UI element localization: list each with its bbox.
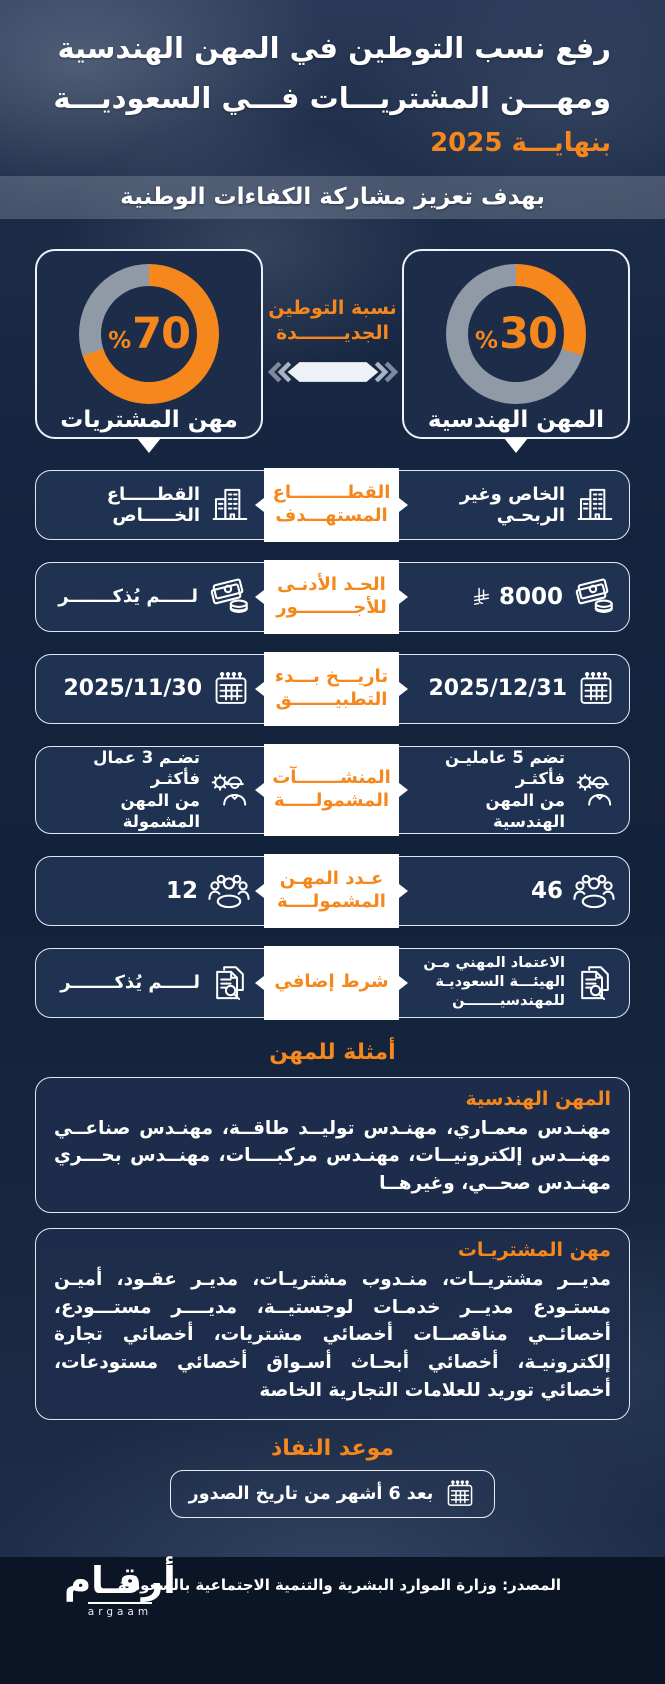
row-cell-procurement — [34, 857, 264, 925]
cell-text: لـــــم يُذكـــــــر — [60, 972, 200, 993]
row-cell-procurement — [34, 655, 264, 723]
row-center-chip — [264, 652, 399, 726]
header — [0, 0, 665, 219]
chip-line: المنشـــــــآت — [272, 767, 391, 789]
subtitle-band — [0, 176, 665, 219]
row-center-chip — [264, 946, 399, 1020]
center-label-line-2: الجديـــــــدة — [275, 322, 390, 345]
procurement-donut-chart — [79, 264, 219, 404]
row-target-sector — [35, 470, 630, 540]
document-search-icon — [574, 962, 616, 1004]
calendar-icon — [211, 669, 251, 709]
engineering-examples-title: المهن الهندسية — [465, 1087, 611, 1110]
engineering-examples-body: مهنـدس معمـاري، مهنـدس توليــد طاقــة، مهنـدس صناعــي مهنــدس إلكترونيــات، مهنـدس مركبــــات، مهنــدس بحـــري مهنـدس صحــي، وغيرهــا — [54, 1117, 611, 1194]
effective-date-text: بعد 6 أشهر من تاريخ الصدور — [188, 1483, 434, 1504]
cell-text: الخاص وغير الربحـي — [459, 483, 565, 526]
effective-date-heading: موعد النفاذ — [271, 1435, 394, 1461]
row-cell-engineering — [399, 747, 629, 833]
count-value: 46 — [530, 877, 563, 904]
cell-text: القطـــــاع الخـــــاص — [106, 483, 200, 526]
percent-sign: % — [108, 327, 132, 354]
procurement-card — [35, 249, 263, 439]
footer — [0, 1544, 665, 1684]
chip-line: للأجـــــــــور — [276, 596, 387, 618]
title-line-3: بنهايـــة 2025 — [430, 127, 611, 158]
saudi-riyal-symbol-icon — [473, 587, 490, 606]
row-cell-engineering — [399, 563, 629, 631]
procurement-examples-title: مهن المشتريـات — [457, 1238, 611, 1261]
percent-value: 70 — [132, 308, 190, 359]
chip-line: المشمولـــــة — [273, 789, 390, 811]
procurement-percent — [108, 309, 190, 359]
cell-text: تضم 5 عامليـن فأكثـر — [444, 747, 565, 789]
row-cell-procurement — [34, 747, 264, 833]
examples-section — [0, 1040, 665, 1420]
title-line-1: رفع نسب التوطين في المهن الهندسية — [57, 31, 611, 65]
crowd-icon — [207, 869, 251, 913]
row-covered-establishments — [35, 746, 630, 834]
comparison-rows — [35, 470, 630, 1018]
donut-hole — [101, 286, 197, 382]
row-extra-condition — [35, 948, 630, 1018]
row-cell-engineering — [399, 857, 629, 925]
date-value: 2025/12/31 — [428, 676, 567, 702]
cell-text: الاعتماد المهني مـن — [423, 955, 565, 972]
calendar-icon — [576, 669, 616, 709]
effective-date-section — [0, 1436, 665, 1518]
money-icon — [572, 575, 616, 619]
argaam-logo-latin: argaam — [88, 1602, 152, 1618]
source-text: المصدر: وزارة الموارد البشرية والتنمية الاجتماعية بالسعودية — [117, 1575, 561, 1594]
building-icon — [209, 484, 251, 526]
crowd-icon — [572, 869, 616, 913]
row-cell-engineering — [399, 471, 629, 539]
procurement-examples-card — [35, 1228, 630, 1420]
wage-value: 8000 — [498, 583, 563, 610]
row-center-chip — [264, 468, 399, 542]
double-chevron-icon — [268, 359, 398, 385]
engineering-card-label: المهن الهندسية — [427, 406, 605, 433]
chip-line: الحـد الأدنـى — [277, 574, 386, 596]
row-cell-procurement — [34, 949, 264, 1017]
chip-line: عـدد المهـن — [279, 868, 384, 889]
chip-line: شرط إضافي — [274, 971, 389, 993]
cell-text: لـــــم يُذكـــــــر — [58, 586, 198, 608]
row-center-chip — [264, 854, 399, 928]
donut-comparison — [35, 249, 630, 456]
argaam-logo-arabic: أرقـام — [64, 1558, 176, 1602]
row-minimum-wage — [35, 562, 630, 632]
cell-text: الهيئـــة السعوديـة — [435, 974, 565, 991]
page-title — [0, 0, 665, 158]
chip-line: تاريـــخ بـــدء — [274, 666, 389, 688]
count-value: 12 — [165, 877, 198, 904]
title-line-2: ومهـــن المشتريـــات فـــي السعوديـــة — [53, 80, 611, 115]
money-icon — [207, 575, 251, 619]
chip-line: التطبيـــــــق — [275, 688, 388, 710]
donut-hole — [468, 286, 564, 382]
engineering-percent — [475, 309, 557, 359]
row-cell-engineering — [399, 655, 629, 723]
row-cell-engineering — [399, 949, 629, 1017]
document-search-icon — [209, 962, 251, 1004]
engineer-icon — [209, 769, 251, 811]
chip-line: المشمولــــة — [277, 890, 386, 912]
effective-date-pill — [170, 1470, 496, 1518]
procurement-examples-body: مديــر مشتريــات، منـدوب مشتريـات، مديـر عقـود، أميـن مستـودع مديــر خدمـات لوجستيــة، مديــــر مستـــودع، أخصائــي مناقصــات أخصائي مشتريات، أخصائي تجارة إلكترونيـة، أخصائي أبحـاث أسـواق أخصائي مستودعات، أخصائي توريد للعلامات التجارية الخاصة — [54, 1268, 611, 1401]
examples-heading: أمثلة للمهن — [269, 1039, 396, 1065]
cell-text: للمهندسيـــــــن — [452, 992, 565, 1009]
calendar-icon — [444, 1478, 476, 1510]
building-icon — [574, 484, 616, 526]
cell-text: من المهن المشمولة — [120, 790, 200, 832]
date-value: 2025/11/30 — [63, 676, 202, 702]
percent-value: 30 — [499, 308, 557, 359]
engineering-card — [402, 249, 630, 439]
engineer-icon — [574, 769, 616, 811]
percent-sign: % — [475, 327, 499, 354]
center-label-line-1: نسبة التوطين — [268, 296, 397, 319]
engineering-donut-chart — [446, 264, 586, 404]
chip-line: القطـــــــــاع — [272, 482, 391, 504]
cell-text: تضـم 3 عمال فأكثـر — [93, 747, 200, 789]
subtitle-text: بهدف تعزيز مشاركة الكفاءات الوطنية — [120, 184, 545, 211]
row-cell-procurement — [34, 471, 264, 539]
center-label-block — [263, 237, 402, 444]
chip-line: المستهـــدف — [275, 504, 388, 526]
row-center-chip — [264, 560, 399, 634]
cell-text: من المهن الهندسية — [485, 790, 565, 832]
row-cell-procurement — [34, 563, 264, 631]
row-center-chip — [264, 744, 399, 836]
engineering-examples-card — [35, 1077, 630, 1213]
row-start-date — [35, 654, 630, 724]
procurement-card-label: مهن المشتريات — [60, 406, 238, 433]
row-professions-count — [35, 856, 630, 926]
